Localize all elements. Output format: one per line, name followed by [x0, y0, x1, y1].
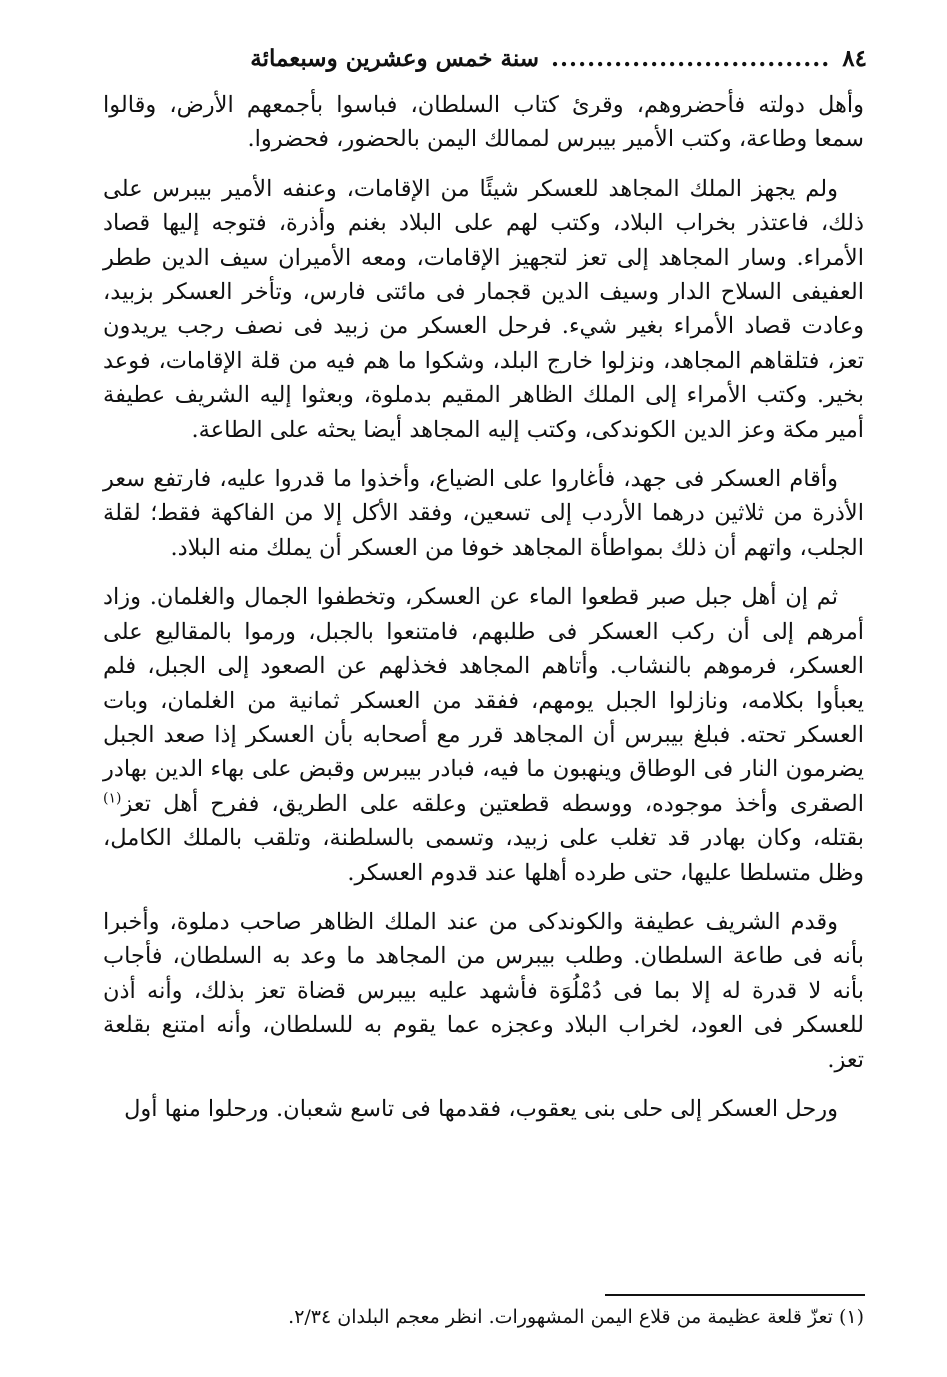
footnote-reference: (١) [103, 790, 122, 807]
paragraph-text: ولم يجهز الملك المجاهد للعسكر شيئًا من الإقامات، وعنفه الأمير بيبرس على ذلك، فاعتذر بخراب البلاد، وكتب لهم على البلاد بغنم وأذرة، فتوجه إليها قصاد الأمراء. وسار المجاهد إلى تعز لتجهيز الإقامات، ومعه الأميران سيف الدين ططر العفيفى السلاح الدار وسيف الدين قجمار فى مائتى فارس، وتأخر العسكر بزبيد، وعادت قصاد الأمراء بغير شيء. فرحل العسكر من زبيد فى نصف رجب يريدون تعز، فتلقاهم المجاهد، ونزلوا خارج البلد، وشكوا ما هم فيه من قلة الإقامات، فوعد بخير. وكتب الأمراء إلى الملك الظاهر المقيم بدملوة، وبعثوا إليه الشريف عطيفة أمير مكة وعز الدين الكوندكى، وكتب إليه المجاهد أيضا يحثه على الطاعة. [103, 175, 864, 443]
paragraph-text: ثم إن أهل جبل صبر قطعوا الماء عن العسكر، وتخطفوا الجمال والغلمان. وزاد أمرهم إلى أن ركب العسكر فى طلبهم، فامتنعوا بالجبل، ورموا بالمقاليع على العسكر، فرموهم بالنشاب. وأتاهم المجاهد فخذلهم عن الصعود إلى الجبل، فلم يعبأوا بكلامه، ونازلوا الجبل يومهم، ففقد من العسكر ثمانية من الغلمان، وبات العسكر تحته. فبلغ بيبرس أن المجاهد قرر مع أصحابه بأن العسكر إذا صعد الجبل يضرمون النار فى الوطاق وينهبون ما فيه، فبادر بيبرس وقبض على بهاء الدين بهادر الصقرى وأخذ موجوده، ووسطه قطعتين وعلقه على الطريق، ففرح أهل تعز [103, 584, 864, 817]
running-title: سنة خمس وعشرين وسبعمائة [250, 44, 540, 72]
paragraph-text: وأهل دولته فأحضروهم، وقرئ كتاب السلطان، فباسوا بأجمعهم الأرض، وقالوا سمعا وطاعة، وكتب الأمير بيبرس لممالك اليمن بالحضور، فحضروا. [103, 92, 864, 153]
paragraph-text: وقدم الشريف عطيفة والكوندكى من عند الملك الظاهر صاحب دملوة، وأخبرا بأنه فى طاعة السلطان. وطلب بيبرس من المجاهد ما وعد به السلطان، فأجاب بأنه لا قدرة له إلا بما فى دُمْلُوَة فأشهد عليه بيبرس قضاة تعز بذلك، وأنه أذن للعسكر فى العود، لخراب البلاد وعجزه عما يقوم به للسلطان، وأنه امتنع بقلعة تعز. [103, 908, 864, 1073]
footnote-separator [605, 1294, 865, 1296]
paragraph [103, 462, 864, 565]
paragraph [103, 580, 864, 890]
footnote-text: (١) تعزّ قلعة عظيمة من قلاع اليمن المشهورات. انظر معجم البلدان ٢/٣٤. [288, 1306, 864, 1328]
paragraph [103, 172, 864, 447]
paragraph-text: ورحل العسكر إلى حلى بنى يعقوب، فقدمها فى تاسع شعبان. ورحلوا منها أول [124, 1095, 838, 1122]
paragraph [103, 905, 864, 1077]
paragraph [103, 88, 864, 157]
page-number: ٨٤ [842, 44, 867, 72]
paragraph-text-continued: بقتله، وكان بهادر قد تغلب على زبيد، وتسمى بالسلطنة، وتلقب بالملك الكامل، وظل متسلطا عليها، حتى طرده أهلها عند قدوم العسكر. [103, 825, 864, 886]
page-header [100, 38, 867, 78]
header-leader-dots: ............................... [551, 44, 831, 72]
paragraph-text: وأقام العسكر فى جهد، فأغاروا على الضياع، وأخذوا ما قدروا عليه، فارتفع سعر الأذرة من ثلاثين درهما الأردب إلى تسعين، وفقد الأكل إلا من الفاكهة فقط؛ لقلة الجلب، واتهم أن ذلك بمواطأة المجاهد خوفا من العسكر أن يملك منه البلاد. [103, 466, 864, 561]
paragraph [103, 1092, 864, 1126]
footnote [103, 1302, 864, 1332]
main-text [103, 88, 864, 1126]
